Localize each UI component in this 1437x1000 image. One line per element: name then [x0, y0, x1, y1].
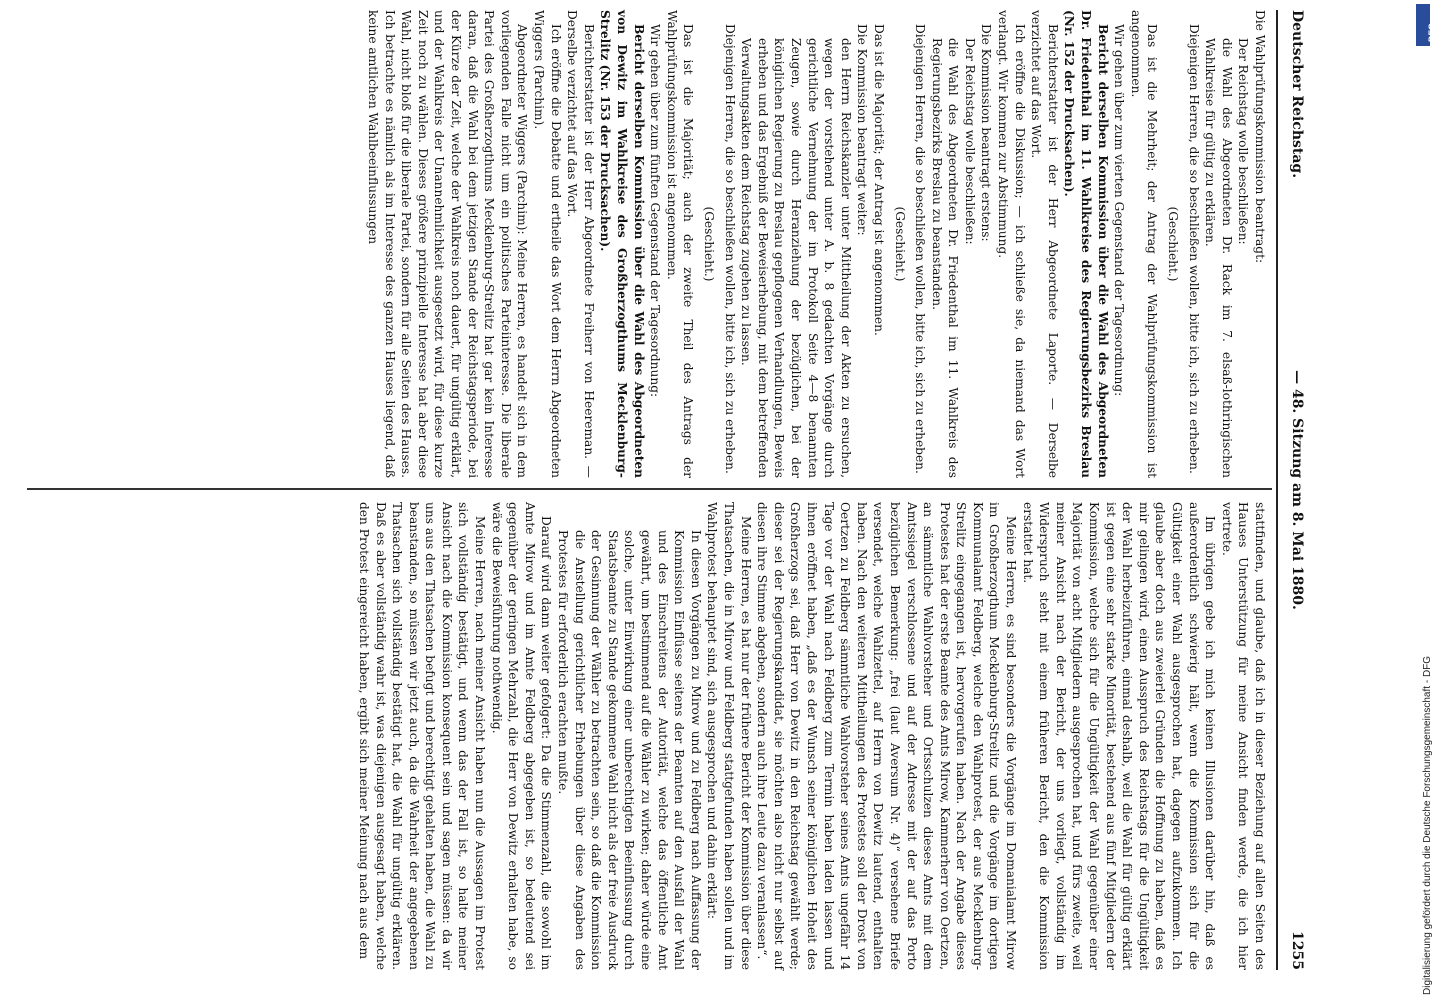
paragraph: Diejenigen Herren, die so beschließen wollen, bitte ich, sich zu erheben. — [722, 24, 737, 474]
paragraph: Das ist die Majorität; der Antrag ist angenommen. — [871, 24, 886, 336]
digitization-credit: Digitalisierung gefördert durch die Deutsche Forschungsgemeinschaft - DFG — [1422, 655, 1433, 995]
paragraph: Ich eröffne die Debatte und ertheile das Wort dem Herrn Abgeordneten Wiggers (Parchim). — [532, 10, 563, 478]
paragraph: Wir gehen über zum fünften Gegenstand der Tagesordnung: — [648, 24, 663, 398]
paragraph: Berichterstatter ist der Herr Abgeordnete Freiherr von Heereman. — Derselbe verzichtet auf das Wort. — [565, 10, 596, 478]
header-rule — [1276, 10, 1278, 970]
paragraph: Diejenigen Herren, die so beschließen wollen, bitte ich, sich zu erheben. — [913, 24, 928, 474]
right-column — [18, 502, 1268, 970]
paragraph: In diesen Vorgängen zu Mirow und zu Feldberg nach Auffassung der Kommission Einflüsse seitens der Beamten auf den Ausfall der Wahl und des Einschreitens der Autorität, welche das öffentliche Amt gewährt, um bestimmend auf die Wähler zu wirken; daher würde eine solche, unter Einwirkung einer unberechtigten Beeinflussung durch Staatsbeamte zu Stande gekommene Wahl nicht als der freie Ausdruck der Gesinnung der Wähler zu betrachten sein, so daß die Kommission die Anstellung gerichtlicher Erhebungen über diese Angaben des Protestes für erforderlich erachten mußte. — [556, 530, 703, 970]
paragraph: (Geschieht.) — [702, 206, 716, 282]
left-column — [18, 10, 1268, 478]
paragraph: Darauf wird dann weiter gefolgert: Da die Stimmenzahl, die sowohl im Amte Mirow und im Amte Feldberg abgegeben ist, so bedeutend sei gegenüber der geringen Mehrzahl, die Herr von Dewitz erhalten habe, so wäre die Beweisführung nothwendig. — [489, 502, 554, 970]
paragraph: Meine Herren, es sind besonders die Vorgänge im Domanialamt Mirow im Großherzogthum Mecklenburg-Strelitz und die Vorgänge im dortigen Kommunalamt Feldberg, welche den Wahlprotest, der aus Mecklenburg-Strelitz eingegangen ist, hervorgerufen haben. Nach der Angabe dieses Protestes hat der erste Beamte des Amts Mirow, Kammerherr von Oertzen, an sämmtliche Wahlvorsteher und Ortsschulzen dieses Amts mit dem Amtssiegel verschlossene und auf der Adresse mit der auf das Porto bezüglichen Bemerkung: „frei (laut Aversum Nr. 4)“ versehene Briefe versendet, welche Wahlzettel, auf Herrn von Dewitz lautend, enthalten haben. Nach den weiteren Mittheilungen des Protestes soll der Drost von Oertzen zu Feldberg sämmtliche Wahlvorsteher seines Amts ungefähr 14 Tage vor der Wahl nach Feldberg zum Termin haben laden lassen und ihnen eröffnet haben, „daß es der Wunsch seiner königlichen Hoheit des Großherzogs sei, daß Herr von Dewitz in den Reichstag gewählt werde; dieser sei der Regierungskandidat, sie möchten also nicht nur selbst auf diesen ihre Stimme abgeben, sondern auch ihre Leute dazu veranlassen“. — [755, 502, 1019, 970]
paragraph: Wir gehen über zum vierten Gegenstand der Tagesordnung: — [1112, 24, 1127, 397]
paragraph: die Wahl des Abgeordneten Dr. Rack im 7. elsaß-lothringischen Wahlkreise für gültig zu erklären. — [1203, 38, 1234, 478]
paragraph: Das ist die Majorität; auch der zweite Theil des Antrags der Wahlprüfungskommission ist angenommen. — [664, 10, 696, 478]
paragraph: den Herrn Reichskanzler unter Mittheilung der Akten zu ersuchen, wegen der vorstehend unter A. b. 8 gedachten Vorgänge durch gerichtliche Vernehmung der im Protokoll Seite 4—8 benannten Zeugen, sowie durch Heranziehung der bezüglichen, bei der königlichen Regierung zu Breslau gepflogenen Verhandlungen, Beweis erheben und das Ergebniß der Beweiserhebung, mit dem betreffenden Verwaltungsakten dem Reichstag zugehen zu lassen. — [739, 38, 853, 478]
paragraph: Die Wahlprüfungskommission beantragt: — [1253, 10, 1267, 264]
paragraph: Ich eröffne die Diskussion; — ich schließe sie, da niemand das Wort verlangt. Wir kommen zur Abstimmung. — [996, 10, 1027, 478]
column-divider — [27, 488, 1272, 490]
paragraph: Der Reichstag wolle beschließen: — [962, 38, 977, 245]
paragraph: Diejenigen Herren, die so beschließen wollen, bitte ich, sich zu erheben. — [1186, 24, 1201, 474]
paragraph: Meine Herren, nach meiner Ansicht haben nun die Aussagen im Protest sich vollständig bestätigt, und wenn das der Fall ist, so halte meiner Ansicht nach die Kommission konsequent sein und sagen müssen: da wir uns aus den Thatsachen befugt und berechtigt gehalten haben, die Wahl zu beanstanden, so müssen wir jetzt auch, da die Wahrheit der angegebenen Thatsachen sich vollständig bestätigt hat, die Wahl für ungültig erklären. Daß es aber vollständig wahr ist, was diejenigen ausgesagt haben, welche den Protest eingereicht haben, ergibt sich meiner Meinung nach aus dem — [356, 502, 488, 970]
paragraph: Das ist die Mehrheit; der Antrag der Wahlprüfungskommission ist angenommen. — [1128, 10, 1160, 478]
paragraph: (Geschieht.) — [1166, 206, 1181, 282]
paragraph: stattfinden, und glaube, daß ich in dieser Beziehung auf allen Seiten des Hauses Unterstützung für meine Ansicht finden werde, die ich hier vertrete. — [1219, 502, 1267, 970]
dfg-logo-badge — [1416, 4, 1437, 46]
credit-strip — [1400, 0, 1432, 1000]
paragraph: Der Reichstag wolle beschließen: — [1236, 38, 1251, 245]
header-page-number: 1255 — [1289, 931, 1305, 970]
paragraph: die Wahl des Abgeordneten Dr. Friedenthal im 11. Wahlkreis des Regierungsbezirks Breslau zu beanstanden. — [929, 38, 961, 478]
paragraph: Die Kommission beantragt weiter: — [855, 24, 870, 236]
dfg-logo-text: DFG — [1427, 23, 1437, 42]
header-session-title: — 48. Sitzung am 8. Mai 1880. — [1289, 370, 1305, 610]
paragraph: (Geschieht.) — [892, 206, 907, 282]
paragraph: Bericht derselben Kommission über die Wahl des Abgeordneten Dr. Friedenthal im 11. Wahlkreise des Regierungsbezirks Breslau (Nr. 152 der Drucksachen). — [1062, 10, 1110, 478]
page-header — [1275, 10, 1305, 970]
paragraph: Berichterstatter ist der Herr Abgeordnete Laporte. — Derselbe verzichtet auf das Wort. — [1029, 10, 1060, 478]
paragraph: Bericht derselben Kommission über die Wahl des Abgeordneten von Dewitz im Wahlkreise des Großherzogthums Mecklenburg-Strelitz (Nr. 153 der Drucksachen). — [598, 10, 646, 478]
paragraph: Im übrigen gebe ich mich keinen Illusionen darüber hin, daß es außerordentlich schwierig hält, wenn die Kommission sich für die Gültigkeit einer Wahl ausgesprochen hat, dagegen aufzukommen. Ich glaube aber doch aus zweierlei Gründen die Hoffnung zu haben, daß es mir gelingen wird, einen Ausspruch des Reichstags für die Ungültigkeit der Wahl herbeizuführen, einmal deshalb, weil die Wahl für gültig erklärt ist gegen eine sehr starke Minorität, bestehend aus fünf Mitgliedern der Kommission, welche sich für die Ungültigkeit der Wahl gegenüber einer Majorität von acht Mitgliedern ausgesprochen hat, und fürs zweite, weil meiner Ansicht nach der Bericht, der uns vorliegt, vollständig im Widerspruch steht mit einem früheren Bericht, den die Kommission erstattet hat. — [1020, 502, 1218, 970]
header-journal-title: Deutscher Reichstag. — [1289, 10, 1305, 179]
paragraph: Abgeordneter Wiggers (Parchim): Meine Herren, es handelt sich in dem vorliegenden Falle nicht um ein politisches Parteiinteresse. Die liberale Partei des Großherzogthums Mecklenburg-Strelitz hat gar kein Interesse daran, daß die Wahl bei dem jetzigen Stande der Reichstagsperiode, bei der Kürze der Zeit, welche der Wahlkreis noch dauert, für ungültig erklärt, und der Wahlkreis der Unannehmlichkeit ausgesetzt wird, für diese kurze Zeit noch zu wählen. Dieses größere prinzipielle Interesse hat aber diese Wahl, nicht bloß für die liberale Partei, sondern für alle Seiten des Hauses. Ich betrachte es nämlich als im Interesse des ganzen Hauses liegend, daß keine amtlichen Wahlbeeinflussungen — [366, 10, 530, 478]
paragraph: Die Kommission beantragt erstens: — [979, 24, 994, 242]
paragraph: Meine Herren, es hat nur der frühere Bericht der Kommission über diese Thatsachen, die in Mirow und Feldberg stattgefunden haben sollen und im Wahlprotest behauptet sind, sich ausgesprochen und dahin erklärt: — [705, 502, 753, 970]
rotated-page-content — [10, 0, 1390, 980]
